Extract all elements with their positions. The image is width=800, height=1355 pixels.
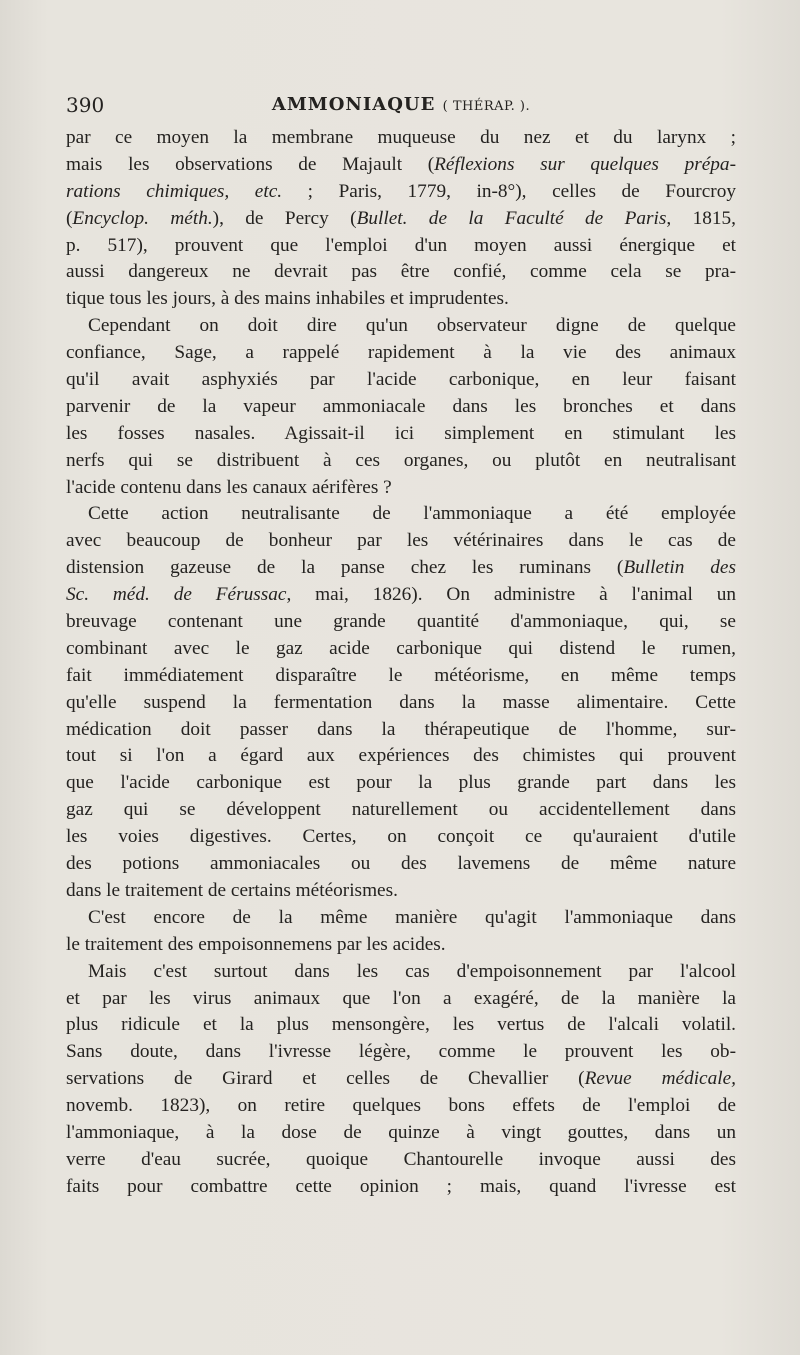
italic-citation: Sc. méd. de Férussac	[66, 584, 287, 606]
text-line: les fosses nasales. Agissait-il ici simplement en stimulant les	[66, 422, 736, 444]
text-line: tout si l'on a égard aux expériences des chimistes qui prouvent	[66, 745, 736, 767]
text-fragment: (	[66, 207, 73, 229]
text-line: l'ammoniaque, à la dose de quinze à vingt gouttes, dans un	[66, 1121, 736, 1143]
text-line: C'est encore de la même manière qu'agit l'ammoniaque dans	[88, 906, 736, 928]
text-line	[66, 582, 736, 609]
text-line	[66, 206, 736, 233]
text-line: novemb. 1823), on retire quelques bons effets de l'emploi de	[66, 1095, 736, 1117]
text-line: et par les virus animaux que l'on a exagéré, de la manière la	[66, 987, 736, 1009]
italic-citation: Encyclop. méth.	[72, 207, 213, 229]
text-line: gaz qui se développent naturellement ou accidentellement dans	[66, 799, 736, 821]
text-line: les voies digestives. Certes, on conçoit ce qu'auraient d'utile	[66, 826, 736, 848]
text-line: Mais c'est surtout dans les cas d'empoisonnement par l'alcool	[88, 960, 736, 982]
running-title	[66, 90, 736, 122]
running-title-section: ( THÉRAP. ).	[442, 99, 531, 114]
text-line: Sans doute, dans l'ivresse légère, comme le prouvent les ob-	[66, 1041, 736, 1063]
text-line: fait immédiatement disparaître le météorisme, en même temps	[66, 664, 736, 686]
text-line	[66, 555, 736, 582]
text-line: p. 517), prouvent que l'emploi d'un moyen aussi énergique et	[66, 234, 736, 256]
page-header	[66, 90, 736, 120]
text-line: qu'elle suspend la fermentation dans la masse alimentaire. Cette	[66, 691, 736, 713]
text-fragment: , mai, 1826). On administre à l'animal un	[286, 584, 736, 606]
text-line: nerfs qui se distribuent à ces organes, ou plutôt en neutralisant	[66, 449, 736, 471]
text-line: aussi dangereux ne devrait pas être confié, comme cela se pra-	[66, 261, 736, 283]
text-fragment: distension gazeuse de la panse chez les ruminans (	[66, 557, 624, 579]
text-line: tique tous les jours, à des mains inhabiles et imprudentes.	[66, 288, 509, 310]
running-title-main: AMMONIAQUE	[271, 94, 436, 115]
text-line: des potions ammoniacales ou des lavemens de même nature	[66, 853, 736, 875]
text-line: Cette action neutralisante de l'ammoniaque a été employée	[88, 503, 736, 525]
text-line: combinant avec le gaz acide carbonique qui distend le rumen,	[66, 637, 736, 659]
text-line	[66, 179, 736, 206]
italic-citation: Bullet. de la Faculté de Paris	[356, 207, 667, 229]
italic-citation: Revue médicale,	[584, 1068, 736, 1090]
italic-citation: Bulletin des	[623, 557, 736, 579]
text-line	[66, 1066, 736, 1093]
page-number: 390	[66, 93, 105, 117]
text-line: Cependant on doit dire qu'un observateur digne de quelque	[88, 315, 736, 337]
text-line: par ce moyen la membrane muqueuse du nez et du larynx ;	[66, 127, 736, 148]
text-line: avec beaucoup de bonheur par les vétérinaires dans le cas de	[66, 530, 736, 552]
italic-citation: rations chimiques, etc.	[66, 180, 283, 202]
italic-citation: Réflexions sur quelques prépa-	[434, 153, 736, 175]
text-fragment: mais les observations de Majault (	[66, 153, 435, 175]
text-fragment: ), de Percy (	[212, 207, 357, 229]
text-line: breuvage contenant une grande quantité d'ammoniaque, qui, se	[66, 611, 736, 633]
text-line: confiance, Sage, a rappelé rapidement à la vie des animaux	[66, 342, 736, 364]
text-line: dans le traitement de certains météorismes.	[66, 879, 398, 901]
text-line: que l'acide carbonique est pour la plus grande part dans les	[66, 772, 736, 794]
text-line: plus ridicule et la plus mensongère, les vertus de l'alcali volatil.	[66, 1014, 736, 1036]
text-line: le traitement des empoisonnemens par les acides.	[66, 933, 446, 955]
body-text	[66, 125, 736, 1201]
text-line: verre d'eau sucrée, quoique Chantourelle invoque aussi des	[66, 1148, 736, 1170]
text-line: médication doit passer dans la thérapeutique de l'homme, sur-	[66, 718, 736, 740]
text-line: parvenir de la vapeur ammoniacale dans les bronches et dans	[66, 395, 736, 417]
text-fragment: , 1815,	[666, 207, 736, 229]
text-line: l'acide contenu dans les canaux aérifères ?	[66, 476, 392, 498]
text-fragment: ; Paris, 1779, in-8°), celles de Fourcroy	[307, 180, 736, 202]
text-line: qu'il avait asphyxiés par l'acide carbonique, en leur faisant	[66, 369, 736, 391]
text-fragment: servations de Girard et celles de Chevallier (	[66, 1068, 585, 1090]
text-line: faits pour combattre cette opinion ; mais, quand l'ivresse est	[66, 1175, 736, 1197]
text-line	[66, 152, 736, 179]
